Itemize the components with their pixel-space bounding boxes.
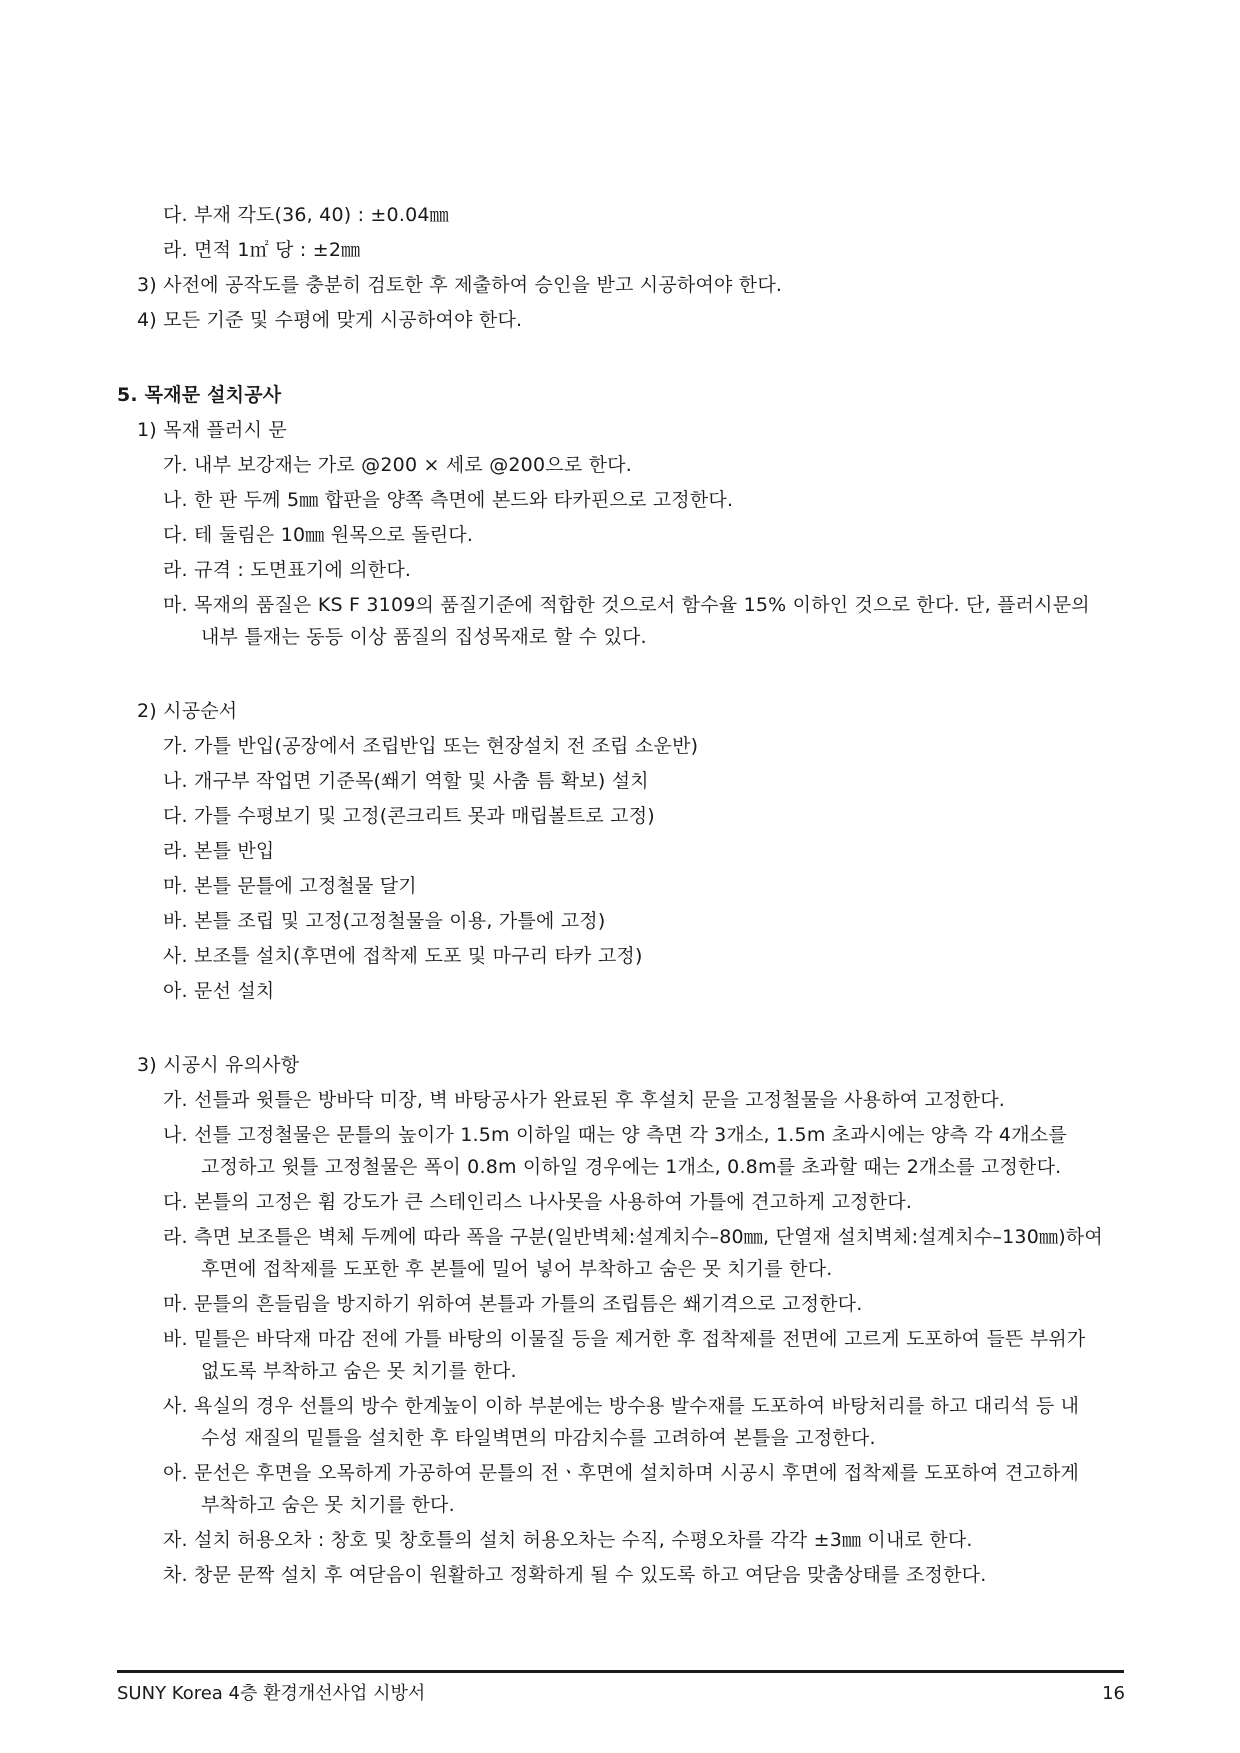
list-item: 사. 보조틀 설치(후면에 접착제 도포 및 마구리 타카 고정): [163, 945, 643, 967]
sub3-title: 3) 시공시 유의사항: [137, 1054, 300, 1076]
list-item: 바. 밑틀은 바닥재 마감 전에 가틀 바탕의 이물질 등을 제거한 후 접착제를 전면에 고르게 도포하여 들뜬 부위가: [163, 1328, 1086, 1350]
list-item: 차. 창문 문짝 설치 후 여닫음이 원활하고 정확하게 될 수 있도록 하고 여닫음 맞춤상태를 조정한다.: [163, 1564, 987, 1586]
section-5-title: 5. 목재문 설치공사: [117, 384, 282, 406]
list-item: 다. 테 둘림은 10㎜ 원목으로 돌린다.: [163, 524, 474, 546]
list-item-continuation: 후면에 접착제를 도포한 후 본틀에 밀어 넣어 부착하고 숨은 못 치기를 한다.: [201, 1258, 833, 1280]
list-item: 나. 선틀 고정철물은 문틀의 높이가 1.5m 이하일 때는 양 측면 각 3개소, 1.5m 초과시에는 양측 각 4개소를: [163, 1124, 1067, 1146]
list-item: 마. 목재의 품질은 KS F 3109의 품질기준에 적합한 것으로서 함수율 15% 이하인 것으로 한다. 단, 플러시문의: [163, 594, 1090, 616]
list-item-continuation: 내부 틀재는 동등 이상 품질의 집성목재로 할 수 있다.: [201, 626, 647, 648]
list-item-continuation: 수성 재질의 밑틀을 설치한 후 타일벽면의 마감치수를 고려하여 본틀을 고정한다.: [201, 1427, 876, 1449]
list-item: 아. 문선은 후면을 오목하게 가공하여 문틀의 전ㆍ후면에 설치하며 시공시 후면에 접착제를 도포하여 견고하게: [163, 1462, 1080, 1484]
list-item: 라. 측면 보조틀은 벽체 두께에 따라 폭을 구분(일반벽체:설계치수–80㎜, 단열재 설치벽체:설계치수–130㎜)하여: [163, 1226, 1103, 1248]
page-number: 16: [1102, 1683, 1125, 1704]
sub2-title: 2) 시공순서: [137, 700, 238, 722]
list-item: 자. 설치 허용오차 : 창호 및 창호틀의 설치 허용오차는 수직, 수평오차를 각각 ±3㎜ 이내로 한다.: [163, 1529, 973, 1551]
list-item: 나. 개구부 작업면 기준목(쐐기 역할 및 사춤 틈 확보) 설치: [163, 770, 649, 792]
list-item: 다. 본틀의 고정은 휨 강도가 큰 스테인리스 나사못을 사용하여 가틀에 견고하게 고정한다.: [163, 1191, 913, 1213]
list-item-continuation: 없도록 부착하고 숨은 못 치기를 한다.: [201, 1360, 517, 1382]
footer-document-title: SUNY Korea 4층 환경개선사업 시방서: [117, 1683, 426, 1704]
tolerance-angle: 다. 부재 각도(36, 40) : ±0.04㎜: [163, 204, 449, 226]
list-item: 나. 한 판 두께 5㎜ 합판을 양쪽 측면에 본드와 타카핀으로 고정한다.: [163, 489, 734, 511]
list-item: 사. 욕실의 경우 선틀의 방수 한계높이 이하 부분에는 방수용 발수재를 도포하여 바탕처리를 하고 대리석 등 내: [163, 1395, 1080, 1417]
list-item: 다. 가틀 수평보기 및 고정(콘크리트 못과 매립볼트로 고정): [163, 805, 655, 827]
list-item: 마. 문틀의 흔들림을 방지하기 위하여 본틀과 가틀의 조립틈은 쐐기격으로 고정한다.: [163, 1293, 863, 1315]
tolerance-area: 라. 면적 1㎡ 당 : ±2㎜: [163, 239, 361, 261]
list-item: 가. 가틀 반입(공장에서 조립반입 또는 현장설치 전 조립 소운반): [163, 735, 699, 757]
list-item: 가. 내부 보강재는 가로 @200 × 세로 @200으로 한다.: [163, 454, 632, 476]
list-item: 라. 본틀 반입: [163, 840, 275, 862]
list-item-continuation: 부착하고 숨은 못 치기를 한다.: [201, 1494, 455, 1516]
sub1-title: 1) 목재 플러시 문: [137, 419, 287, 441]
list-item-continuation: 고정하고 윗틀 고정철물은 폭이 0.8m 이하일 경우에는 1개소, 0.8m를 초과할 때는 2개소를 고정한다.: [201, 1156, 1062, 1178]
level-note: 4) 모든 기준 및 수평에 맞게 시공하여야 한다.: [137, 309, 523, 331]
list-item: 라. 규격 : 도면표기에 의한다.: [163, 559, 412, 581]
list-item: 가. 선틀과 윗틀은 방바닥 미장, 벽 바탕공사가 완료된 후 후설치 문을 고정철물을 사용하여 고정한다.: [163, 1089, 1005, 1111]
shop-drawing-note: 3) 사전에 공작도를 충분히 검토한 후 제출하여 승인을 받고 시공하여야 한다.: [137, 274, 783, 296]
list-item: 아. 문선 설치: [163, 980, 275, 1002]
footer-rule: [117, 1670, 1124, 1673]
list-item: 마. 본틀 문틀에 고정철물 달기: [163, 875, 417, 897]
list-item: 바. 본틀 조립 및 고정(고정철물을 이용, 가틀에 고정): [163, 910, 606, 932]
